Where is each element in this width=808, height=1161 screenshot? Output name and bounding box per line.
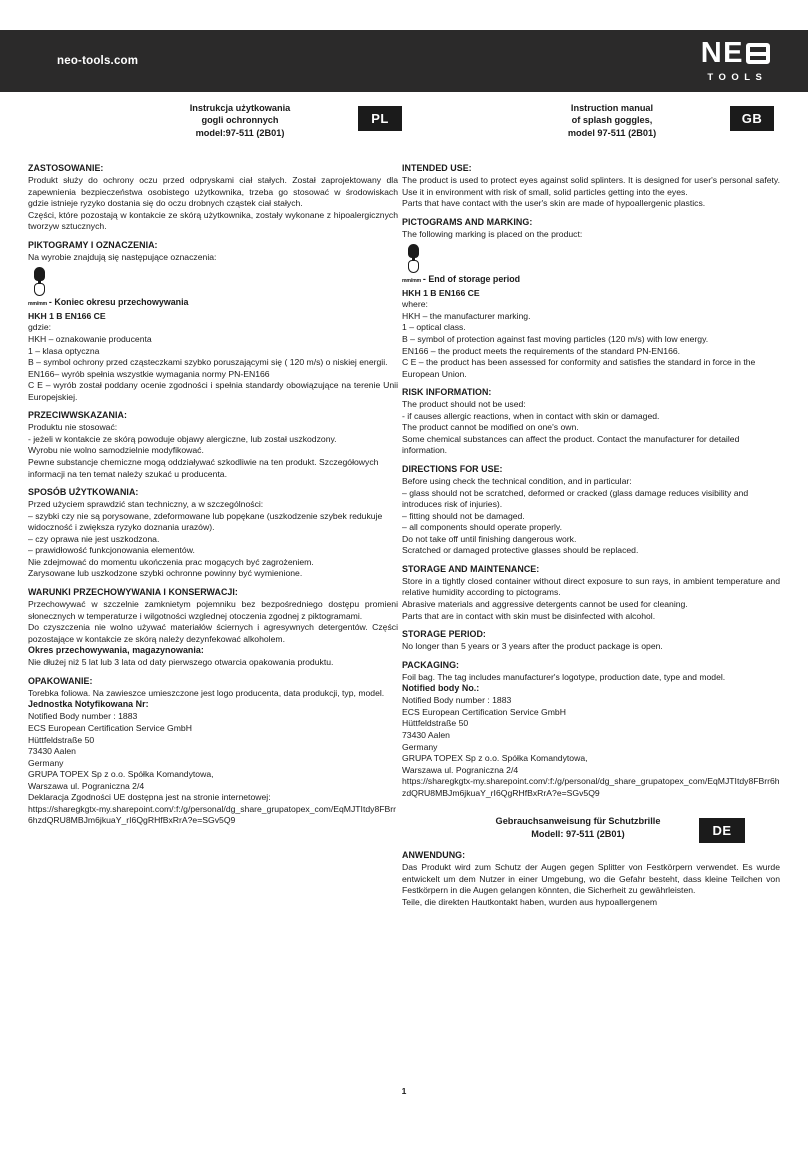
nb-name-gb: ECS European Certification Service GmbH	[402, 706, 566, 717]
heading-jednostka-notyfikowana: Jednostka Notyfikowana Nr:	[28, 699, 149, 710]
nb-name-pl: ECS European Certification Service GmbH	[28, 722, 192, 733]
declaration-url-pl[interactable]: https://sharegkgtx-my.sharepoint.com/:f:/g/personal/dg_share_grupatopex_com/EqMJTItdy8FBrr6hzdQRU8MBJm6jkuaY_rI6QgRHfBxRrA?e=SGv5Q9	[28, 803, 397, 826]
heading-intended-use: INTENDED USE:	[402, 163, 472, 173]
def-ce-pl: C E – wyrób został poddany ocenie zgodności i spełnia standardy obowiązujące na terenie Unii Europejskiej.	[28, 380, 398, 402]
text-dir-4: – all components should operate properly.	[402, 522, 562, 533]
text-dir-6: Scratched or damaged protective glasses should be replaced.	[402, 545, 639, 556]
text-risk-3: The product cannot be modified on one's own.	[402, 422, 579, 433]
manual-title-row	[0, 100, 808, 146]
nb-number-pl: Notified Body number : 1883	[28, 711, 138, 722]
pictogram-date-format-label-gb: mm/mm	[402, 278, 421, 285]
heading-packaging: PACKAGING:	[402, 659, 460, 670]
text-okres: Nie dłużej niż 5 lat lub 3 lata od daty pierwszego otwarcia opakowania produktu.	[28, 657, 334, 668]
title-pl-line1: Instrukcja użytkowania	[189, 103, 291, 113]
def-optical-class-pl: 1 – klasa optyczna	[28, 345, 100, 356]
text-warunki-1: Przechowywać w szczelnie zamknietym pojemniku bez bezpośredniego dostępu promieni słonecznych w temperaturze i wilgotności wzglednej otoczenia zgodnej z piktogramami.	[28, 599, 398, 621]
title-pl-line2: gogli ochronnych	[201, 115, 279, 126]
hourglass-pictogram-gb	[404, 244, 780, 273]
topex-line2-pl: Warszawa ul. Pograniczna 2/4	[28, 780, 145, 791]
title-text-pl	[136, 102, 344, 139]
text-dir-1: Before using check the technical condition, and in particular:	[402, 476, 632, 487]
title-de-line2: Modell: 97-511 (2B01)	[531, 828, 625, 839]
heading-pictograms-marking: PICTOGRAMS AND MARKING:	[402, 216, 533, 227]
hourglass-bottom-icon	[408, 260, 419, 273]
text-anwendung-1: Das Produkt wird zum Schutz der Augen gegen Splitter von Festkörpern verwendet. Es wurde entwickelt um dem Nutzer in einer Umgebung, wo die Gefahr besteht, dass kleine Teilchen von Festkörpern in die Augen gelangen könnten, die Sicherheit zu gewährleisten.	[402, 862, 780, 896]
pictogram-caption-gb	[402, 274, 780, 288]
text-dir-5: Do not take off until finishing dangerous work.	[402, 533, 577, 544]
text-risk-2: - if causes allergic reactions, when in contact with skin or damaged.	[402, 410, 660, 421]
topex-line1-pl: GRUPA TOPEX Sp z o.o. Spółka Komandytowa,	[28, 769, 214, 780]
column-polish	[28, 163, 398, 827]
neo-wordmark	[701, 39, 770, 68]
text-sp-5: Nie zdejmować do momentu ukończenia prac mogących być zagrożeniem.	[28, 556, 314, 567]
nb-street-pl: Hüttfeldstraße 50	[28, 734, 95, 745]
text-storage-period: No longer than 5 years or 3 years after the product package is open.	[402, 641, 663, 652]
title-gb-line3: model 97-511 (2B01)	[567, 127, 657, 138]
hourglass-icon	[408, 244, 419, 273]
marking-code-pl: HKH 1 B EN166 CE	[28, 310, 106, 321]
text-prz-3: Wyrobu nie wolno samodzielnie modyfikować.	[28, 445, 204, 456]
text-storage-2: Abrasive materials and aggressive detergents cannot be used for cleaning.	[402, 599, 688, 609]
def-optical-class-gb: 1 – optical class.	[402, 322, 466, 333]
text-where: where:	[402, 299, 428, 310]
text-sp-2: – szybki czy nie są porysowane, zdeformowane lub popękane (uszkodzenie szybek redukuje widoczność i zwiększa ryzyko doznania urazów).	[28, 510, 383, 533]
text-prz-1: Produktu nie stosować:	[28, 422, 118, 433]
heading-opakowanie: OPAKOWANIE:	[28, 675, 93, 686]
logo-letter-e: E	[723, 37, 744, 70]
nb-country-pl: Germany	[28, 757, 64, 768]
title-text-gb	[508, 102, 716, 139]
website-url: neo-tools.com	[57, 55, 139, 67]
text-prz-4: Pewne substancje chemiczne mogą oddziaływać szkodliwie na ten produkt. Szczegółowych informacji na ten temat należy szukać u producenta.	[28, 456, 379, 479]
nb-country-gb: Germany	[402, 741, 438, 752]
title-pl-line3: model:97-511 (2B01)	[195, 127, 285, 138]
heading-notified-body: Notified body No.:	[402, 683, 480, 694]
nb-street-gb: Hüttfeldstraße 50	[402, 718, 469, 729]
text-storage-1: Store in a tightly closed container without direct exposure to sun rays, in ambient temperature and relative humidity according to pictograms.	[402, 575, 780, 598]
pictogram-meaning-pl: - Koniec okresu przechowywania	[48, 297, 189, 308]
def-en166-gb: EN166 – the product meets the requirements of the standard PN-EN166.	[402, 345, 681, 356]
title-gb-line1: Instruction manual	[570, 103, 654, 113]
language-badge-de: DE	[699, 818, 745, 843]
heading-storage-maintenance: STORAGE AND MAINTENANCE:	[402, 563, 540, 574]
logo-letter-o-icon	[746, 43, 770, 64]
hourglass-pictogram-pl	[30, 267, 398, 296]
tools-wordmark: TOOLS	[707, 72, 768, 84]
text-sp-4: – prawidłowość funkcjonowania elementów.	[28, 545, 195, 556]
text-opakowanie: Torebka foliowa. Na zawieszce umieszczone jest logo producenta, data produkcji, typ, model.	[28, 687, 385, 698]
text-intended-1: The product is used to protect eyes against solid splinters. It is designed for user's personal safety. Use it in environment with risk of small, solid particles getting into the eyes.	[402, 175, 780, 197]
text-sp-1: Przed użyciem sprawdzić stan techniczny, a w szczególności:	[28, 499, 264, 510]
def-en166-pl: EN166– wyrób spełnia wszystkie wymagania normy PN-EN166	[28, 368, 270, 379]
text-dir-2: – glass should not be scratched, deformed or cracked (glass damage reduces visibility and introduces risk of injuries).	[402, 487, 749, 510]
logo-letter-n: N	[700, 37, 724, 70]
heading-piktogramy: PIKTOGRAMY I OZNACZENIA:	[28, 239, 158, 250]
nb-city-gb: 73430 Aalen	[402, 729, 450, 740]
hourglass-icon	[34, 267, 45, 296]
text-storage-3: Parts that are in contact with skin must be disinfected with alcohol.	[402, 610, 656, 621]
top-banner	[0, 30, 808, 92]
pictogram-meaning-gb: - End of storage period	[422, 274, 521, 285]
heading-warunki: WARUNKI PRZECHOWYWANIA I KONSERWACJI:	[28, 586, 238, 597]
title-group-gb	[508, 102, 774, 139]
title-gb-line2: of splash goggles,	[571, 115, 653, 126]
title-group-pl	[136, 102, 402, 139]
text-pictograms: The following marking is placed on the product:	[402, 228, 583, 239]
column-english	[402, 163, 780, 908]
text-zastosowanie-1: Produkt służy do ochrony oczu przed odpryskami ciał stałych. Został zaprojektowany dla zapewnienia bezpieczeństwa osobistego użytkownika, trzeba go stosować w środowiskach gdzie istnieje ryzyko dostania się do oczu drobnych cząstek ciał stałych.	[28, 175, 398, 209]
heading-risk-information: RISK INFORMATION:	[402, 387, 492, 398]
heading-sposob: SPOSÓB UŻYTKOWANIA:	[28, 487, 139, 498]
text-piktogramy: Na wyrobie znajdują się następujące oznaczenia:	[28, 251, 217, 262]
text-sp-6: Zarysowane lub uszkodzone szybki ochronne powinny być wymienione.	[28, 568, 303, 579]
text-zastosowanie-2: Części, które pozostają w kontakcie ze skórą użytkownika, zostały wykonane z hipoalergicznych tworzyw sztucznych.	[28, 209, 398, 232]
heading-storage-period: STORAGE PERIOD:	[402, 629, 486, 640]
heading-anwendung: ANWENDUNG:	[402, 850, 466, 861]
def-hkh-pl: HKH – oznakowanie producenta	[28, 334, 152, 345]
hourglass-top-icon	[408, 244, 419, 258]
pictogram-date-format-label-pl: mm/mm	[28, 301, 47, 308]
nb-number-gb: Notified Body number : 1883	[402, 695, 512, 706]
hourglass-top-icon	[34, 267, 45, 281]
neo-tools-logo	[701, 39, 770, 83]
def-b-gb: B – symbol of protection against fast moving particles (120 m/s) with low energy.	[402, 334, 709, 345]
hourglass-bottom-icon	[34, 283, 45, 296]
text-gdzie: gdzie:	[28, 322, 52, 333]
def-ce-gb: C E – the product has been assessed for conformity and satisfies the standard in force in the European Union.	[402, 357, 756, 379]
title-text-de	[467, 815, 689, 840]
page-number: 1	[401, 1086, 407, 1096]
def-hkh-gb: HKH – the manufacturer marking.	[402, 310, 531, 321]
language-badge-gb: GB	[730, 106, 774, 131]
heading-przeciwwskazania: PRZECIWWSKAZANIA:	[28, 410, 127, 421]
marking-code-gb: HKH 1 B EN166 CE	[402, 287, 480, 298]
text-anwendung-2: Teile, die direkten Hautkontakt haben, wurden aus hypoallergenem	[402, 896, 658, 907]
text-sp-3: – czy oprawa nie jest uszkodzona.	[28, 533, 160, 544]
def-b-pl: B – symbol ochrony przed cząsteczkami szybko poruszającymi się ( 120 m/s) o niskiej energii.	[28, 357, 388, 368]
topex-line1-gb: GRUPA TOPEX Sp z o.o. Spółka Komandytowa,	[402, 753, 588, 764]
text-dir-3: – fitting should not be damaged.	[402, 510, 525, 521]
nb-city-pl: 73430 Aalen	[28, 746, 76, 757]
declaration-label-pl: Deklaracja Zgodności UE dostępna jest na stronie internetowej:	[28, 792, 271, 803]
topex-line2-gb: Warszawa ul. Pograniczna 2/4	[402, 764, 519, 775]
title-group-de	[402, 815, 780, 843]
heading-okres-przechowywania: Okres przechowywania, magazynowania:	[28, 645, 204, 656]
text-risk-4: Some chemical substances can affect the product. Contact the manufacturer for detailed information.	[402, 433, 740, 456]
text-packaging: Foil bag. The tag includes manufacturer's logotype, production date, type and model.	[402, 671, 726, 682]
text-risk-1: The product should not be used:	[402, 399, 526, 410]
heading-directions-for-use: DIRECTIONS FOR USE:	[402, 463, 503, 474]
declaration-url-gb[interactable]: https://sharegkgtx-my.sharepoint.com/:f:/g/personal/dg_share_grupatopex_com/EqMJTItdy8FBrr6hzdQRU8MBJm6jkuaY_rI6QgRHfBxRrA?e=SGv5Q9	[402, 776, 780, 798]
heading-zastosowanie: ZASTOSOWANIE:	[28, 163, 104, 173]
title-de-line1: Gebrauchsanweisung für Schutzbrille	[495, 816, 661, 827]
language-badge-pl: PL	[358, 106, 402, 131]
text-warunki-2: Do czyszczenia nie wolno używać materiałów ściernych i agresywnych detergentów. Części pozostające w kontakcie ze skórą należy dezynfekować alkoholem.	[28, 622, 398, 644]
pictogram-caption-pl	[28, 297, 398, 311]
text-prz-2: - jeżeli w kontakcie ze skórą powoduje objawy alergiczne, lub został uszkodzony.	[28, 433, 337, 444]
text-intended-2: Parts that have contact with the user's skin are made of hypoallergenic plastics.	[402, 198, 706, 209]
